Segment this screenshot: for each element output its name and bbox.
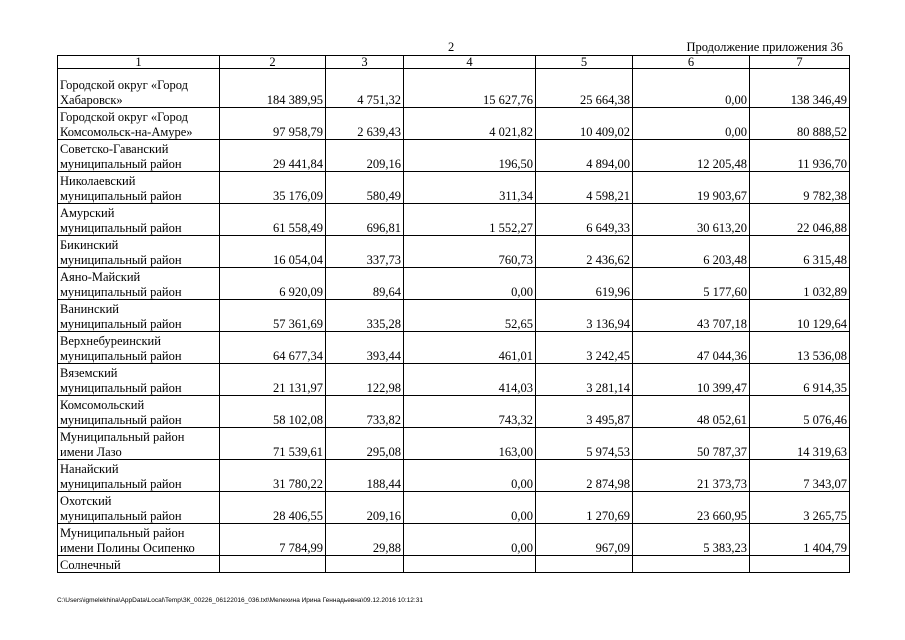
value-cell: 97 958,79 — [220, 108, 326, 140]
table-row — [58, 69, 850, 108]
value-cell: 22 046,88 — [750, 204, 850, 236]
value-cell: 29,88 — [326, 524, 404, 556]
value-cell: 52,65 — [404, 300, 536, 332]
value-cell: 16 054,04 — [220, 236, 326, 268]
value-cell: 619,96 — [536, 268, 633, 300]
value-cell: 580,49 — [326, 172, 404, 204]
municipality-name-line1: Городской округ «Город — [60, 110, 188, 124]
municipality-name-line1: Нанайский — [60, 462, 119, 476]
value-cell: 5 974,53 — [536, 428, 633, 460]
value-cell: 7 343,07 — [750, 460, 850, 492]
table-row — [58, 524, 850, 556]
table-row — [58, 204, 850, 236]
municipality-name: Солнечный — [58, 556, 220, 573]
value-cell: 6 203,48 — [633, 236, 750, 268]
municipality-name-line1: Советско-Гаванский — [60, 142, 169, 156]
value-cell: 21 373,73 — [633, 460, 750, 492]
table-row — [58, 428, 850, 460]
municipality-name — [58, 492, 220, 524]
municipality-name — [58, 172, 220, 204]
value-cell: 2 874,98 — [536, 460, 633, 492]
municipality-name-line1: Бикинский — [60, 238, 119, 252]
municipality-name — [58, 428, 220, 460]
municipality-name-line1: Комсомольский — [60, 398, 145, 412]
value-cell: 337,73 — [326, 236, 404, 268]
municipality-name — [58, 140, 220, 172]
column-number: 3 — [326, 56, 404, 69]
value-cell: 163,00 — [404, 428, 536, 460]
table-row — [58, 492, 850, 524]
column-number: 1 — [58, 56, 220, 69]
column-number-row — [58, 56, 850, 69]
value-cell: 23 660,95 — [633, 492, 750, 524]
table-row — [58, 396, 850, 428]
value-cell: 2 436,62 — [536, 236, 633, 268]
value-cell: 5 383,23 — [633, 524, 750, 556]
value-cell: 50 787,37 — [633, 428, 750, 460]
continuation-label: Продолжение приложения 36 — [686, 40, 843, 54]
municipality-name-line1: Верхнебуреинский — [60, 334, 161, 348]
value-cell: 0,00 — [633, 108, 750, 140]
value-cell — [220, 556, 326, 573]
municipality-name — [58, 268, 220, 300]
value-cell: 21 131,97 — [220, 364, 326, 396]
value-cell: 0,00 — [404, 460, 536, 492]
column-number: 4 — [404, 56, 536, 69]
value-cell: 64 677,34 — [220, 332, 326, 364]
table-row — [58, 108, 850, 140]
page-number: 2 — [448, 40, 455, 54]
municipality-name — [58, 108, 220, 140]
municipality-name-line2: муниципальный район — [60, 156, 182, 171]
table-row — [58, 300, 850, 332]
municipality-name — [58, 69, 220, 108]
table-row — [58, 460, 850, 492]
column-number: 6 — [633, 56, 750, 69]
value-cell: 5 076,46 — [750, 396, 850, 428]
value-cell: 89,64 — [326, 268, 404, 300]
table-row — [58, 364, 850, 396]
municipality-name-line1: Николаевский — [60, 174, 136, 188]
value-cell: 188,44 — [326, 460, 404, 492]
municipality-name-line2: Хабаровск» — [60, 92, 123, 107]
municipality-name — [58, 300, 220, 332]
municipality-name-line2: муниципальный район — [60, 252, 182, 267]
value-cell: 733,82 — [326, 396, 404, 428]
value-cell: 6 315,48 — [750, 236, 850, 268]
value-cell: 43 707,18 — [633, 300, 750, 332]
municipality-name-line2: муниципальный район — [60, 412, 182, 427]
value-cell: 10 409,02 — [536, 108, 633, 140]
municipality-name-line1: Аяно-Майский — [60, 270, 141, 284]
value-cell: 5 177,60 — [633, 268, 750, 300]
value-cell: 15 627,76 — [404, 69, 536, 108]
value-cell: 696,81 — [326, 204, 404, 236]
table-row — [58, 236, 850, 268]
municipality-name-line2: муниципальный район — [60, 220, 182, 235]
value-cell: 1 032,89 — [750, 268, 850, 300]
value-cell: 4 751,32 — [326, 69, 404, 108]
value-cell: 47 044,36 — [633, 332, 750, 364]
municipality-name — [58, 204, 220, 236]
value-cell: 760,73 — [404, 236, 536, 268]
municipality-name-line2: муниципальный район — [60, 476, 182, 491]
value-cell — [404, 556, 536, 573]
value-cell: 122,98 — [326, 364, 404, 396]
value-cell: 71 539,61 — [220, 428, 326, 460]
data-table — [57, 55, 850, 573]
footer-file-path: C:\Users\igmelekhina\AppData\Local\Temp\ЗК_00226_06122016_036.txt\Мелехина Ирина Геннадьевна\09.12.2016 10:12:31 — [57, 597, 423, 604]
value-cell: 311,34 — [404, 172, 536, 204]
value-cell: 13 536,08 — [750, 332, 850, 364]
table-row — [58, 332, 850, 364]
value-cell — [536, 556, 633, 573]
value-cell: 57 361,69 — [220, 300, 326, 332]
table-row-partial — [58, 556, 850, 573]
value-cell: 6 649,33 — [536, 204, 633, 236]
municipality-name-line1: Муниципальный район — [60, 430, 185, 444]
municipality-name — [58, 524, 220, 556]
value-cell: 28 406,55 — [220, 492, 326, 524]
value-cell: 335,28 — [326, 300, 404, 332]
column-number: 5 — [536, 56, 633, 69]
municipality-name-line1: Городской округ «Город — [60, 78, 188, 92]
column-number: 7 — [750, 56, 850, 69]
value-cell: 19 903,67 — [633, 172, 750, 204]
value-cell: 30 613,20 — [633, 204, 750, 236]
table-row — [58, 140, 850, 172]
municipality-name-line2: муниципальный район — [60, 188, 182, 203]
value-cell: 743,32 — [404, 396, 536, 428]
value-cell: 461,01 — [404, 332, 536, 364]
value-cell: 31 780,22 — [220, 460, 326, 492]
value-cell: 4 021,82 — [404, 108, 536, 140]
value-cell: 12 205,48 — [633, 140, 750, 172]
municipality-name-line2: муниципальный район — [60, 316, 182, 331]
value-cell: 1 404,79 — [750, 524, 850, 556]
table-row — [58, 268, 850, 300]
value-cell: 14 319,63 — [750, 428, 850, 460]
municipality-name-line2: муниципальный район — [60, 508, 182, 523]
value-cell: 58 102,08 — [220, 396, 326, 428]
value-cell: 295,08 — [326, 428, 404, 460]
municipality-name-line1: Муниципальный район — [60, 526, 185, 540]
value-cell: 48 052,61 — [633, 396, 750, 428]
value-cell: 4 598,21 — [536, 172, 633, 204]
value-cell: 209,16 — [326, 140, 404, 172]
value-cell: 7 784,99 — [220, 524, 326, 556]
municipality-name-line2: муниципальный район — [60, 380, 182, 395]
value-cell: 10 399,47 — [633, 364, 750, 396]
value-cell: 9 782,38 — [750, 172, 850, 204]
value-cell: 3 265,75 — [750, 492, 850, 524]
value-cell: 1 270,69 — [536, 492, 633, 524]
value-cell — [633, 556, 750, 573]
value-cell: 29 441,84 — [220, 140, 326, 172]
value-cell: 414,03 — [404, 364, 536, 396]
value-cell: 196,50 — [404, 140, 536, 172]
value-cell: 0,00 — [404, 492, 536, 524]
table-body — [58, 56, 850, 573]
table-row — [58, 172, 850, 204]
value-cell: 4 894,00 — [536, 140, 633, 172]
value-cell: 3 242,45 — [536, 332, 633, 364]
value-cell: 35 176,09 — [220, 172, 326, 204]
value-cell: 3 281,14 — [536, 364, 633, 396]
municipality-name-line2: имени Лазо — [60, 444, 122, 459]
value-cell: 6 914,35 — [750, 364, 850, 396]
municipality-name-line2: муниципальный район — [60, 348, 182, 363]
column-number: 2 — [220, 56, 326, 69]
municipality-name — [58, 364, 220, 396]
municipality-name — [58, 332, 220, 364]
municipality-name — [58, 460, 220, 492]
value-cell: 0,00 — [404, 524, 536, 556]
value-cell: 11 936,70 — [750, 140, 850, 172]
municipality-name-line2: Комсомольск-на-Амуре» — [60, 124, 193, 139]
value-cell — [326, 556, 404, 573]
value-cell: 0,00 — [404, 268, 536, 300]
value-cell: 2 639,43 — [326, 108, 404, 140]
value-cell: 25 664,38 — [536, 69, 633, 108]
value-cell: 1 552,27 — [404, 204, 536, 236]
value-cell: 3 136,94 — [536, 300, 633, 332]
value-cell: 967,09 — [536, 524, 633, 556]
value-cell: 6 920,09 — [220, 268, 326, 300]
value-cell: 138 346,49 — [750, 69, 850, 108]
value-cell: 184 389,95 — [220, 69, 326, 108]
value-cell: 10 129,64 — [750, 300, 850, 332]
municipality-name — [58, 236, 220, 268]
municipality-name-line2: муниципальный район — [60, 284, 182, 299]
municipality-name — [58, 396, 220, 428]
value-cell: 61 558,49 — [220, 204, 326, 236]
municipality-name-line1: Ванинский — [60, 302, 119, 316]
municipality-name-line2: имени Полины Осипенко — [60, 540, 195, 555]
value-cell: 80 888,52 — [750, 108, 850, 140]
value-cell: 393,44 — [326, 332, 404, 364]
value-cell: 209,16 — [326, 492, 404, 524]
municipality-name-line1: Охотский — [60, 494, 112, 508]
municipality-name-line1: Вяземский — [60, 366, 118, 380]
value-cell: 0,00 — [633, 69, 750, 108]
value-cell — [750, 556, 850, 573]
value-cell: 3 495,87 — [536, 396, 633, 428]
municipality-name-line1: Амурский — [60, 206, 115, 220]
